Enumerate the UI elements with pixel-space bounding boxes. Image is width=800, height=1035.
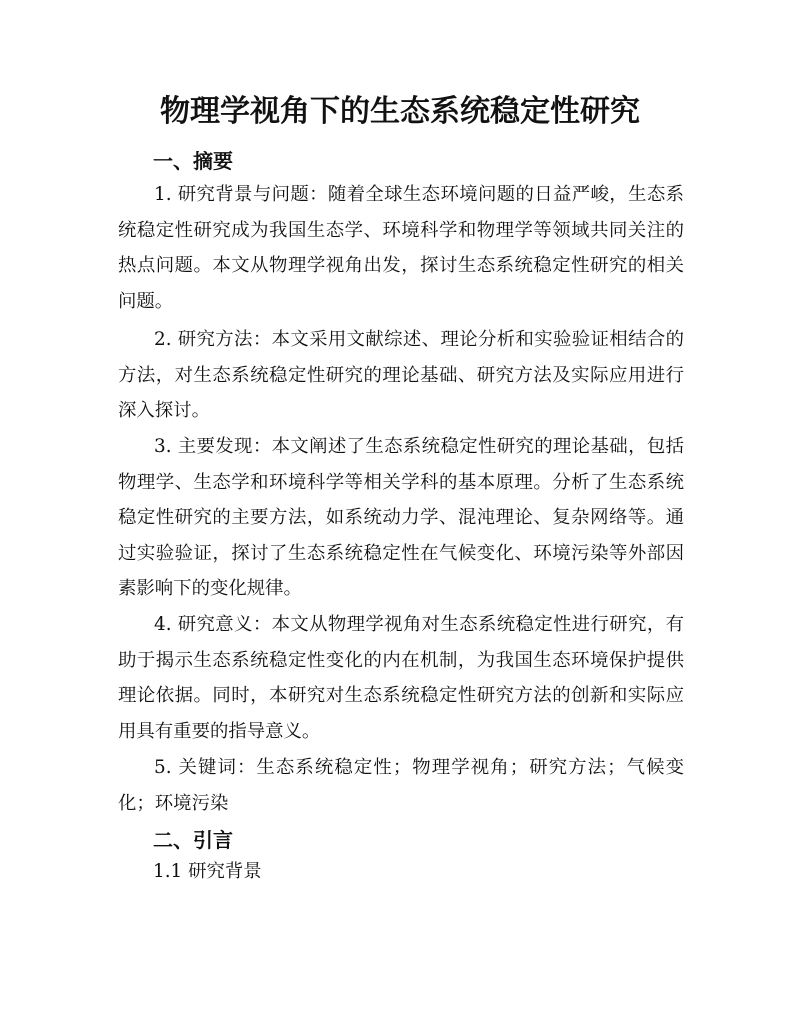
subsection-heading-research-background: 1.1 研究背景 [153, 861, 262, 882]
abstract-paragraph-significance: 4. 研究意义：本文从物理学视角对生态系统稳定性进行研究，有助于揭示生态系统稳定性变化的内在机制，为我国生态环境保护提供理论依据。同时，本研究对生态系统稳定性研究方法的创新和实际应用具有重要的指导意义。 [118, 614, 684, 742]
section-heading-abstract: 一、摘要 [153, 149, 233, 173]
section-heading-introduction: 二、引言 [153, 828, 233, 852]
abstract-paragraph-findings: 3. 主要发现：本文阐述了生态系统稳定性研究的理论基础，包括物理学、生态学和环境科学等相关学科的基本原理。分析了生态系统稳定性研究的主要方法，如系统动力学、混沌理论、复杂网络等。通过实验验证，探讨了生态系统稳定性在气候变化、环境污染等外部因素影响下的变化规律。 [118, 436, 684, 600]
abstract-paragraph-background: 1. 研究背景与问题：随着全球生态环境问题的日益严峻，生态系统稳定性研究成为我国生态学、环境科学和物理学等领域共同关注的热点问题。本文从物理学视角出发，探讨生态系统稳定性研究的相关问题。 [118, 184, 684, 312]
abstract-paragraph-methods: 2. 研究方法：本文采用文献综述、理论分析和实验验证相结合的方法，对生态系统稳定性研究的理论基础、研究方法及实际应用进行深入探讨。 [118, 329, 684, 422]
document-title: 物理学视角下的生态系统稳定性研究 [160, 94, 640, 129]
abstract-paragraph-keywords: 5. 关键词：生态系统稳定性；物理学视角；研究方法；气候变化；环境污染 [118, 757, 684, 814]
